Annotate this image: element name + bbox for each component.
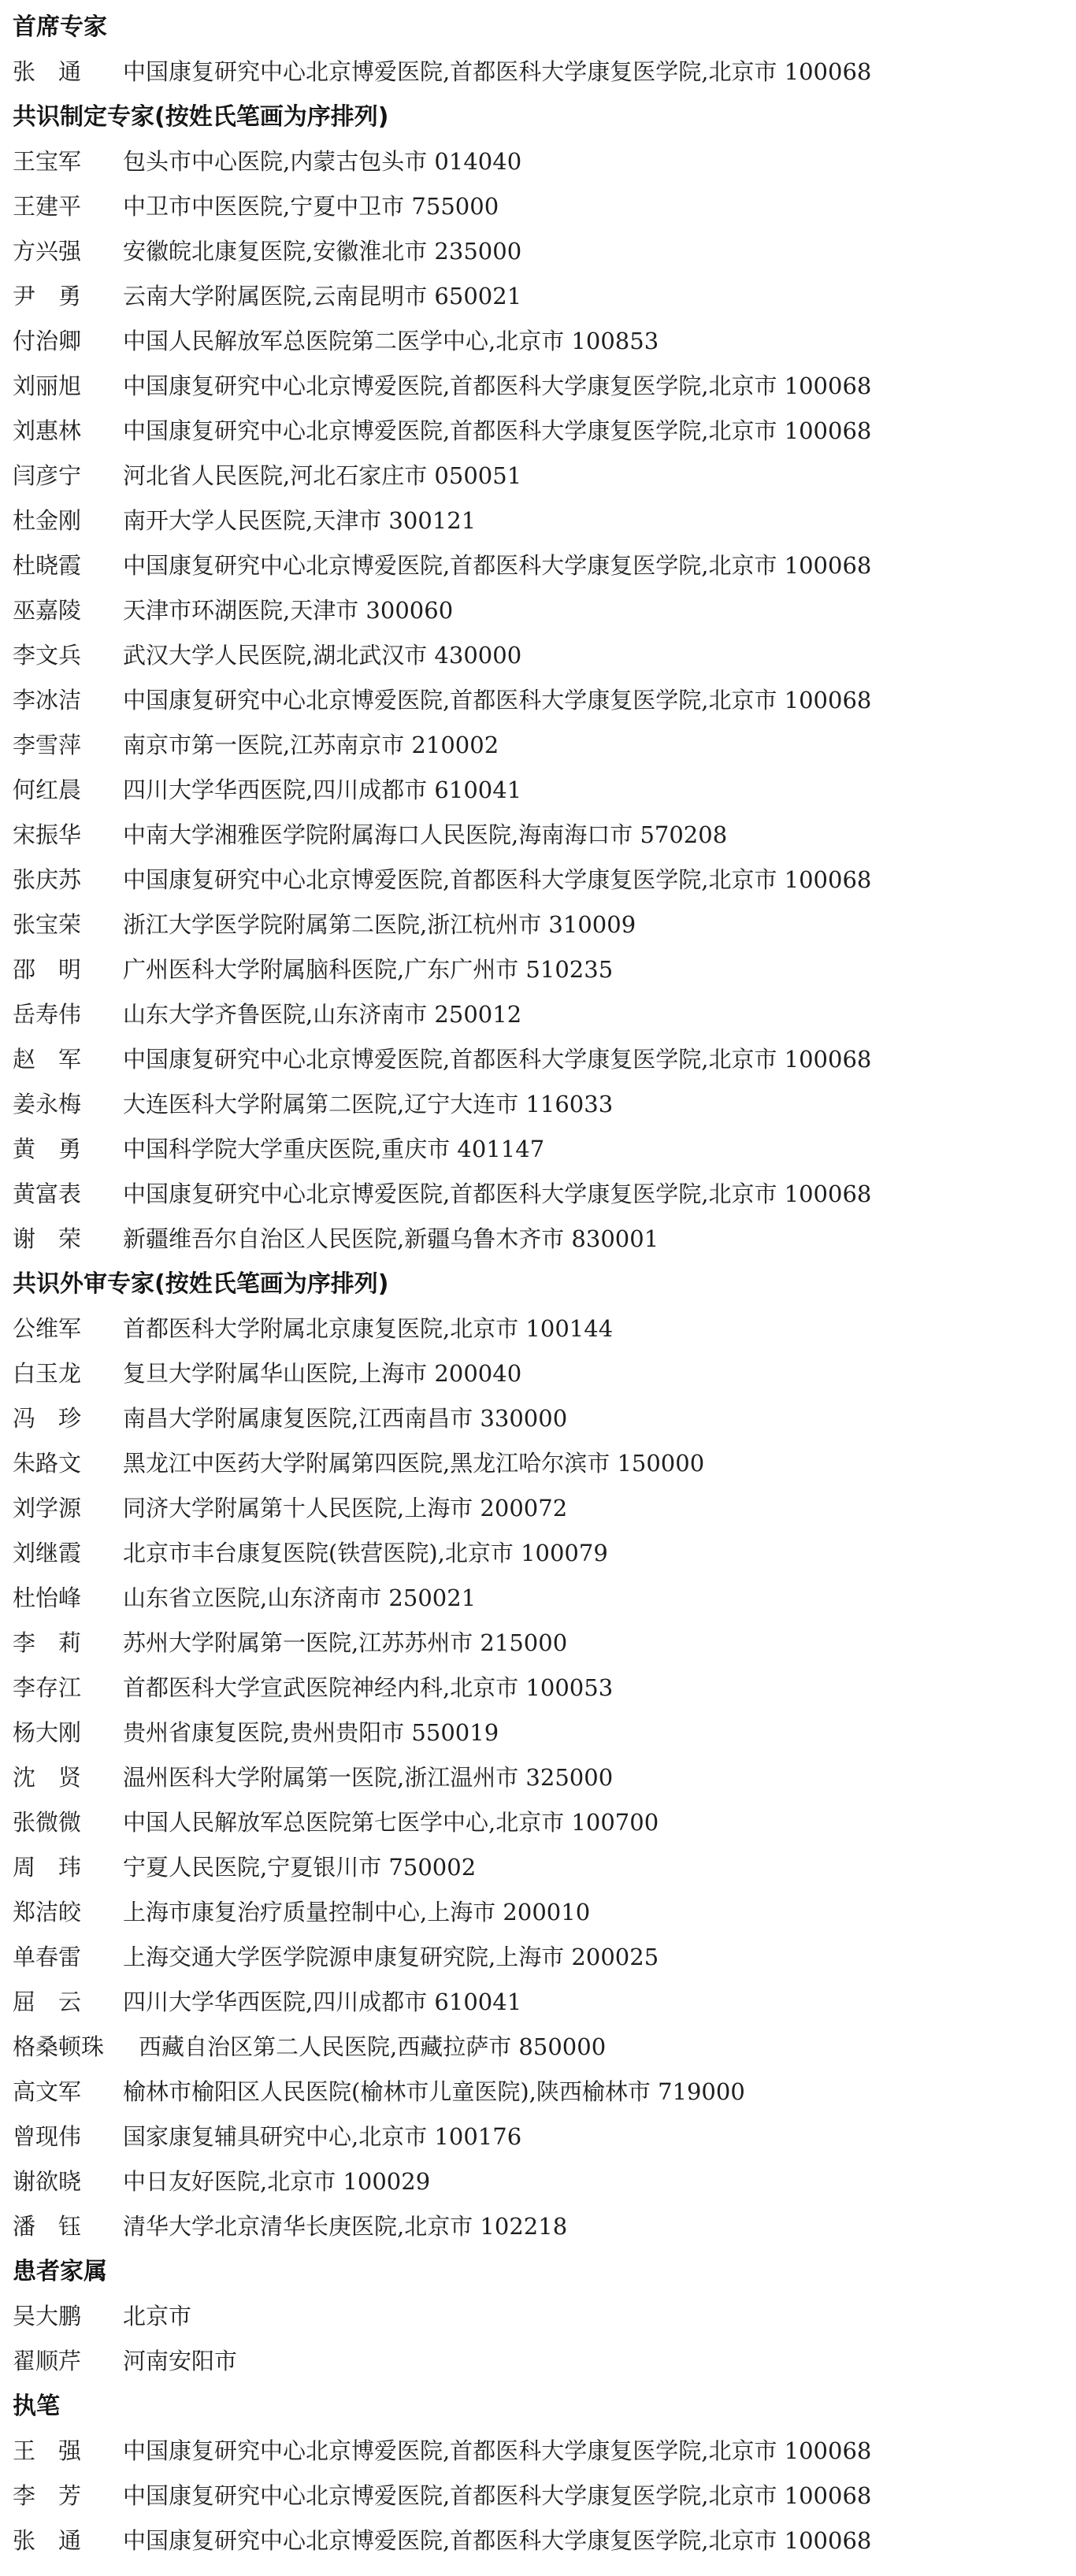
expert-affiliation: 中国康复研究中心北京博爱医院,首都医科大学康复医学院,北京市 100068 [123,58,872,85]
expert-entry [13,1711,1072,1755]
expert-entry [13,1621,1072,1666]
expert-entry [13,2159,1072,2204]
expert-entry [13,1935,1072,1980]
expert-affiliation: 南开大学人民医院,天津市 300121 [123,507,477,534]
expert-name: 黄 勇 [13,1136,82,1162]
expert-name: 翟顺芹 [13,2348,82,2374]
expert-affiliation: 中国康复研究中心北京博爱医院,首都医科大学康复医学院,北京市 100068 [123,373,872,399]
expert-name: 杜怡峰 [13,1585,82,1611]
expert-entry [13,1441,1072,1486]
expert-affiliation: 包头市中心医院,内蒙古包头市 014040 [123,148,522,175]
expert-entry [13,1307,1072,1351]
expert-affiliation: 武汉大学人民医院,湖北武汉市 430000 [123,642,522,669]
expert-name: 尹 勇 [13,283,82,309]
expert-name: 邵 明 [13,956,82,983]
expert-entry [13,1172,1072,1217]
expert-name: 李冰洁 [13,687,82,713]
expert-affiliation: 苏州大学附属第一医院,江苏苏州市 215000 [123,1629,568,1656]
expert-affiliation: 中国康复研究中心北京博爱医院,首都医科大学康复医学院,北京市 100068 [123,866,872,893]
expert-affiliation: 山东省立医院,山东济南市 250021 [123,1585,477,1611]
expert-name: 谢 荣 [13,1225,82,1252]
expert-name: 朱路文 [13,1450,82,1477]
expert-entry [13,2025,1072,2070]
expert-entry [13,947,1072,992]
expert-affiliation: 中国康复研究中心北京博爱医院,首都医科大学康复医学院,北京市 100068 [123,1181,872,1207]
expert-affiliation: 北京市丰台康复医院(铁营医院),北京市 100079 [123,1540,608,1566]
expert-name: 方兴强 [13,238,82,265]
expert-entry [13,1531,1072,1576]
expert-name: 张庆苏 [13,866,82,893]
expert-entry [13,1890,1072,1935]
expert-entry [13,1666,1072,1711]
expert-name: 李 芳 [13,2482,82,2509]
expert-affiliation: 北京市 [123,2303,192,2330]
expert-name: 李 莉 [13,1629,82,1656]
expert-entry [13,992,1072,1037]
expert-affiliation: 南昌大学附属康复医院,江西南昌市 330000 [123,1405,568,1432]
expert-affiliation: 河南安阳市 [123,2348,238,2374]
expert-affiliation: 上海交通大学医学院源申康复研究院,上海市 200025 [123,1944,659,1970]
expert-name: 王宝军 [13,148,82,175]
expert-entry [13,1396,1072,1441]
expert-name: 巫嘉陵 [13,597,82,624]
expert-entry [13,633,1072,678]
expert-name: 屈 云 [13,1989,82,2015]
section-heading: 首席专家 [13,13,107,41]
expert-entry [13,2429,1072,2474]
expert-entry [13,723,1072,768]
expert-entry [13,678,1072,723]
expert-entry [13,588,1072,633]
expert-affiliation: 温州医科大学附属第一医院,浙江温州市 325000 [123,1764,614,1791]
expert-entry [13,274,1072,319]
expert-entry [13,2519,1072,2563]
expert-affiliation: 同济大学附属第十人民医院,上海市 200072 [123,1495,568,1522]
expert-affiliation: 复旦大学附属华山医院,上海市 200040 [123,1360,522,1387]
expert-entry [13,1845,1072,1890]
expert-entry [13,543,1072,588]
expert-entry [13,229,1072,274]
expert-name: 高文军 [13,2078,82,2105]
expert-name: 张 通 [13,58,82,85]
expert-affiliation: 中国康复研究中心北京博爱医院,首都医科大学康复医学院,北京市 100068 [123,2437,872,2464]
expert-affiliation: 河北省人民医院,河北石家庄市 050051 [123,462,522,489]
expert-affiliation: 天津市环湖医院,天津市 300060 [123,597,454,624]
expert-name: 闫彦宁 [13,462,82,489]
expert-affiliation: 首都医科大学宣武医院神经内科,北京市 100053 [123,1674,614,1701]
expert-entry [13,768,1072,813]
expert-name: 李存江 [13,1674,82,1701]
expert-affiliation: 中国科学院大学重庆医院,重庆市 401147 [123,1136,545,1162]
expert-name: 张宝荣 [13,911,82,938]
expert-name: 刘继霞 [13,1540,82,1566]
expert-entry [13,409,1072,454]
expert-entry [13,50,1072,95]
expert-affiliation: 新疆维吾尔自治区人民医院,新疆乌鲁木齐市 830001 [123,1225,659,1252]
expert-name: 格桑顿珠 [13,2033,105,2060]
expert-affiliation: 中国人民解放军总医院第七医学中心,北京市 100700 [123,1809,659,1836]
expert-affiliation: 中国康复研究中心北京博爱医院,首都医科大学康复医学院,北京市 100068 [123,687,872,713]
expert-affiliation: 中国康复研究中心北京博爱医院,首都医科大学康复医学院,北京市 100068 [123,1046,872,1073]
expert-entry [13,813,1072,858]
expert-entry [13,1576,1072,1621]
expert-name: 冯 珍 [13,1405,82,1432]
expert-affiliation: 广州医科大学附属脑科医院,广东广州市 510235 [123,956,614,983]
expert-affiliation: 中卫市中医医院,宁夏中卫市 755000 [123,193,499,220]
expert-entry [13,1351,1072,1396]
expert-entry [13,2115,1072,2159]
expert-name: 刘学源 [13,1495,82,1522]
expert-name: 曾现伟 [13,2123,82,2150]
expert-name: 何红晨 [13,777,82,803]
expert-name: 岳寿伟 [13,1001,82,1028]
section-heading: 执笔 [13,2393,60,2420]
section-heading: 共识外审专家(按姓氏笔画为序排列) [13,1270,389,1298]
expert-name: 李雪萍 [13,732,82,758]
expert-entry [13,2474,1072,2519]
expert-affiliation: 榆林市榆阳区人民医院(榆林市儿童医院),陕西榆林市 719000 [123,2078,745,2105]
expert-affiliation: 四川大学华西医院,四川成都市 610041 [123,777,522,803]
expert-name: 杜晓霞 [13,552,82,579]
expert-affiliation: 中日友好医院,北京市 100029 [123,2168,431,2195]
expert-name: 刘丽旭 [13,373,82,399]
expert-entry [13,454,1072,499]
expert-entry [13,2339,1072,2384]
expert-affiliation: 贵州省康复医院,贵州贵阳市 550019 [123,1719,499,1746]
expert-name: 张 通 [13,2527,82,2554]
expert-affiliation: 上海市康复治疗质量控制中心,上海市 200010 [123,1899,591,1926]
expert-entry [13,2294,1072,2339]
expert-affiliation: 宁夏人民医院,宁夏银川市 750002 [123,1854,477,1881]
expert-affiliation: 安徽皖北康复医院,安徽淮北市 235000 [123,238,522,265]
expert-affiliation: 中国康复研究中心北京博爱医院,首都医科大学康复医学院,北京市 100068 [123,2527,872,2554]
expert-name: 谢欲晓 [13,2168,82,2195]
section-heading: 患者家属 [13,2258,107,2285]
expert-affiliation: 中南大学湘雅医学院附属海口人民医院,海南海口市 570208 [123,821,728,848]
expert-entry [13,1486,1072,1531]
expert-entry [13,1800,1072,1845]
expert-entry [13,499,1072,543]
expert-list-document [13,5,1072,2563]
expert-affiliation: 四川大学华西医院,四川成都市 610041 [123,1989,522,2015]
expert-affiliation: 国家康复辅具研究中心,北京市 100176 [123,2123,522,2150]
expert-name: 杜金刚 [13,507,82,534]
expert-affiliation: 南京市第一医院,江苏南京市 210002 [123,732,499,758]
expert-entry [13,139,1072,184]
expert-name: 公维军 [13,1315,82,1342]
expert-affiliation: 云南大学附属医院,云南昆明市 650021 [123,283,522,309]
expert-affiliation: 中国人民解放军总医院第二医学中心,北京市 100853 [123,328,659,354]
expert-affiliation: 黑龙江中医药大学附属第四医院,黑龙江哈尔滨市 150000 [123,1450,705,1477]
expert-name: 王 强 [13,2437,82,2464]
expert-affiliation: 浙江大学医学院附属第二医院,浙江杭州市 310009 [123,911,636,938]
expert-name: 刘惠林 [13,417,82,444]
expert-affiliation: 大连医科大学附属第二医院,辽宁大连市 116033 [123,1091,614,1118]
expert-entry [13,1127,1072,1172]
expert-affiliation: 西藏自治区第二人民医院,西藏拉萨市 850000 [139,2033,607,2060]
expert-entry [13,364,1072,409]
expert-entry [13,1980,1072,2025]
expert-name: 沈 贤 [13,1764,82,1791]
expert-name: 赵 军 [13,1046,82,1073]
expert-affiliation: 中国康复研究中心北京博爱医院,首都医科大学康复医学院,北京市 100068 [123,552,872,579]
expert-entry [13,1037,1072,1082]
expert-name: 王建平 [13,193,82,220]
expert-entry [13,1217,1072,1262]
expert-name: 张微微 [13,1809,82,1836]
expert-name: 付治卿 [13,328,82,354]
expert-entry [13,903,1072,947]
expert-entry [13,184,1072,229]
expert-affiliation: 中国康复研究中心北京博爱医院,首都医科大学康复医学院,北京市 100068 [123,2482,872,2509]
expert-name: 姜永梅 [13,1091,82,1118]
expert-affiliation: 首都医科大学附属北京康复医院,北京市 100144 [123,1315,614,1342]
expert-entry [13,319,1072,364]
expert-entry [13,2070,1072,2115]
expert-name: 吴大鹏 [13,2303,82,2330]
expert-affiliation: 山东大学齐鲁医院,山东济南市 250012 [123,1001,522,1028]
expert-name: 黄富表 [13,1181,82,1207]
expert-name: 潘 钰 [13,2213,82,2240]
expert-affiliation: 清华大学北京清华长庚医院,北京市 102218 [123,2213,568,2240]
expert-name: 周 玮 [13,1854,82,1881]
expert-name: 单春雷 [13,1944,82,1970]
expert-entry [13,858,1072,903]
expert-name: 白玉龙 [13,1360,82,1387]
section-heading: 共识制定专家(按姓氏笔画为序排列) [13,103,389,131]
expert-name: 杨大刚 [13,1719,82,1746]
expert-entry [13,1755,1072,1800]
expert-entry [13,1082,1072,1127]
expert-affiliation: 中国康复研究中心北京博爱医院,首都医科大学康复医学院,北京市 100068 [123,417,872,444]
expert-name: 宋振华 [13,821,82,848]
expert-name: 郑洁皎 [13,1899,82,1926]
expert-entry [13,2204,1072,2249]
expert-name: 李文兵 [13,642,82,669]
